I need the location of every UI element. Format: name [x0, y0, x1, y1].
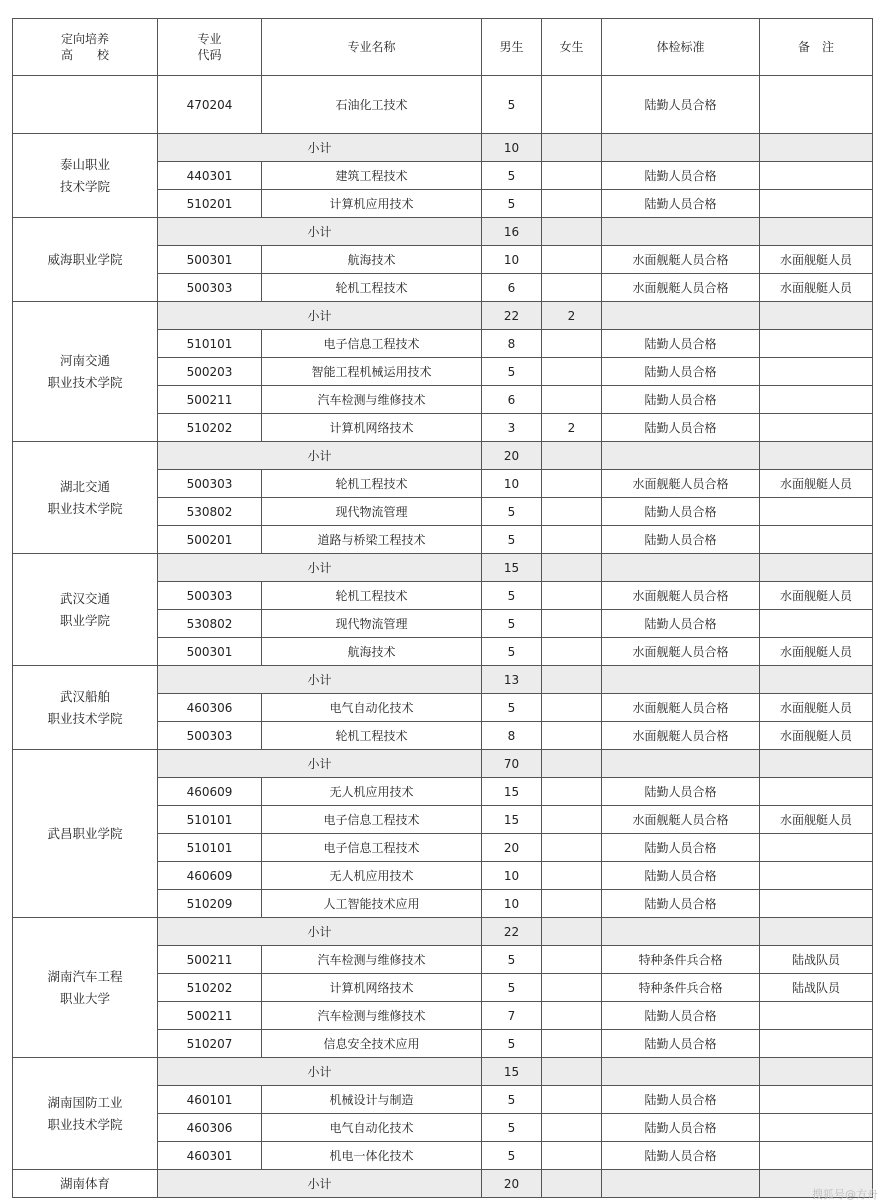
- male-count: 5: [482, 1030, 542, 1058]
- major-code: 510202: [158, 414, 262, 442]
- physical-standard: 陆勤人员合格: [602, 862, 760, 890]
- recruitment-table: [12, 18, 873, 1198]
- male-count: 5: [482, 946, 542, 974]
- physical-standard: 陆勤人员合格: [602, 890, 760, 918]
- subtotal-physical: [602, 1058, 760, 1086]
- male-count: 20: [482, 834, 542, 862]
- physical-standard: 陆勤人员合格: [602, 526, 760, 554]
- note: [760, 76, 873, 134]
- major-code: 460609: [158, 862, 262, 890]
- subtotal-label: 小计: [158, 1058, 482, 1086]
- female-count: [542, 778, 602, 806]
- physical-standard: 特种条件兵合格: [602, 946, 760, 974]
- header-female: 女生: [542, 19, 602, 76]
- subtotal-note: [760, 666, 873, 694]
- subtotal-female: [542, 554, 602, 582]
- note: [760, 778, 873, 806]
- male-count: 5: [482, 582, 542, 610]
- table-row: [13, 76, 873, 134]
- major-name: 电子信息工程技术: [262, 806, 482, 834]
- male-count: 10: [482, 470, 542, 498]
- female-count: [542, 638, 602, 666]
- subtotal-note: [760, 302, 873, 330]
- female-count: [542, 694, 602, 722]
- subtotal-note: [760, 918, 873, 946]
- subtotal-female: [542, 134, 602, 162]
- note: 水面舰艇人员: [760, 722, 873, 750]
- note: 水面舰艇人员: [760, 274, 873, 302]
- female-count: [542, 1114, 602, 1142]
- major-name: 轮机工程技术: [262, 582, 482, 610]
- subtotal-label: 小计: [158, 750, 482, 778]
- header-major: 专业名称: [262, 19, 482, 76]
- subtotal-label: 小计: [158, 666, 482, 694]
- major-code: 460101: [158, 1086, 262, 1114]
- major-name: 电子信息工程技术: [262, 834, 482, 862]
- subtotal-label: 小计: [158, 554, 482, 582]
- major-name: 建筑工程技术: [262, 162, 482, 190]
- female-count: [542, 162, 602, 190]
- subtotal-physical: [602, 218, 760, 246]
- major-code: 460609: [158, 778, 262, 806]
- school-cell: 武昌职业学院: [13, 750, 158, 918]
- physical-standard: 陆勤人员合格: [602, 190, 760, 218]
- major-code: 440301: [158, 162, 262, 190]
- school-cell: 湖南体育: [13, 1170, 158, 1198]
- major-name: 电气自动化技术: [262, 1114, 482, 1142]
- subtotal-male: 15: [482, 554, 542, 582]
- major-code: 510209: [158, 890, 262, 918]
- major-code: 500203: [158, 358, 262, 386]
- physical-standard: 陆勤人员合格: [602, 386, 760, 414]
- physical-standard: 陆勤人员合格: [602, 162, 760, 190]
- subtotal-physical: [602, 554, 760, 582]
- male-count: 5: [482, 610, 542, 638]
- subtotal-physical: [602, 750, 760, 778]
- subtotal-note: [760, 554, 873, 582]
- major-name: 石油化工技术: [262, 76, 482, 134]
- male-count: 6: [482, 274, 542, 302]
- physical-standard: 陆勤人员合格: [602, 76, 760, 134]
- female-count: [542, 358, 602, 386]
- major-name: 航海技术: [262, 638, 482, 666]
- subtotal-label: 小计: [158, 1170, 482, 1198]
- major-name: 现代物流管理: [262, 610, 482, 638]
- subtotal-female: [542, 918, 602, 946]
- physical-standard: 水面舰艇人员合格: [602, 722, 760, 750]
- major-name: 道路与桥梁工程技术: [262, 526, 482, 554]
- subtotal-female: 2: [542, 302, 602, 330]
- note: 陆战队员: [760, 946, 873, 974]
- school-cell: 湖南国防工业 职业技术学院: [13, 1058, 158, 1170]
- major-name: 汽车检测与维修技术: [262, 1002, 482, 1030]
- watermark: 搜狐号@方舟: [812, 1188, 878, 1201]
- major-code: 500301: [158, 246, 262, 274]
- note: 水面舰艇人员: [760, 246, 873, 274]
- school-cell: 武汉交通 职业学院: [13, 554, 158, 666]
- subtotal-female: [542, 442, 602, 470]
- physical-standard: 陆勤人员合格: [602, 498, 760, 526]
- male-count: 15: [482, 778, 542, 806]
- subtotal-male: 22: [482, 918, 542, 946]
- note: [760, 386, 873, 414]
- physical-standard: 陆勤人员合格: [602, 610, 760, 638]
- major-name: 轮机工程技术: [262, 722, 482, 750]
- note: [760, 1086, 873, 1114]
- physical-standard: 特种条件兵合格: [602, 974, 760, 1002]
- school-cell: 湖南汽车工程 职业大学: [13, 918, 158, 1058]
- female-count: [542, 190, 602, 218]
- subtotal-label: 小计: [158, 134, 482, 162]
- major-name: 轮机工程技术: [262, 470, 482, 498]
- female-count: [542, 834, 602, 862]
- major-code: 470204: [158, 76, 262, 134]
- major-name: 机电一体化技术: [262, 1142, 482, 1170]
- subtotal-male: 20: [482, 1170, 542, 1198]
- note: [760, 834, 873, 862]
- subtotal-physical: [602, 302, 760, 330]
- subtotal-physical: [602, 442, 760, 470]
- female-count: [542, 76, 602, 134]
- female-count: [542, 582, 602, 610]
- female-count: [542, 610, 602, 638]
- note: [760, 330, 873, 358]
- table-header: [13, 19, 873, 76]
- female-count: [542, 470, 602, 498]
- table-body: [13, 76, 873, 1198]
- major-name: 机械设计与制造: [262, 1086, 482, 1114]
- female-count: [542, 806, 602, 834]
- female-count: [542, 330, 602, 358]
- female-count: [542, 274, 602, 302]
- subtotal-male: 22: [482, 302, 542, 330]
- subtotal-row: [13, 218, 873, 246]
- major-name: 现代物流管理: [262, 498, 482, 526]
- major-code: 530802: [158, 610, 262, 638]
- major-code: 510101: [158, 806, 262, 834]
- subtotal-label: 小计: [158, 302, 482, 330]
- major-name: 人工智能技术应用: [262, 890, 482, 918]
- header-code: 专业 代码: [158, 19, 262, 76]
- female-count: [542, 498, 602, 526]
- subtotal-label: 小计: [158, 918, 482, 946]
- major-name: 电子信息工程技术: [262, 330, 482, 358]
- physical-standard: 陆勤人员合格: [602, 834, 760, 862]
- physical-standard: 陆勤人员合格: [602, 778, 760, 806]
- female-count: [542, 890, 602, 918]
- major-code: 460301: [158, 1142, 262, 1170]
- major-name: 汽车检测与维修技术: [262, 946, 482, 974]
- note: [760, 162, 873, 190]
- physical-standard: 水面舰艇人员合格: [602, 470, 760, 498]
- physical-standard: 陆勤人员合格: [602, 414, 760, 442]
- male-count: 6: [482, 386, 542, 414]
- major-code: 510101: [158, 834, 262, 862]
- male-count: 5: [482, 638, 542, 666]
- male-count: 5: [482, 358, 542, 386]
- physical-standard: 陆勤人员合格: [602, 1002, 760, 1030]
- major-code: 510202: [158, 974, 262, 1002]
- subtotal-note: [760, 750, 873, 778]
- subtotal-row: [13, 918, 873, 946]
- header-note: 备 注: [760, 19, 873, 76]
- subtotal-physical: [602, 666, 760, 694]
- male-count: 8: [482, 330, 542, 358]
- male-count: 5: [482, 1114, 542, 1142]
- subtotal-note: [760, 1058, 873, 1086]
- physical-standard: 水面舰艇人员合格: [602, 638, 760, 666]
- subtotal-row: [13, 134, 873, 162]
- physical-standard: 陆勤人员合格: [602, 1030, 760, 1058]
- male-count: 5: [482, 526, 542, 554]
- subtotal-row: [13, 750, 873, 778]
- subtotal-male: 20: [482, 442, 542, 470]
- female-count: [542, 974, 602, 1002]
- male-count: 5: [482, 190, 542, 218]
- subtotal-label: 小计: [158, 218, 482, 246]
- female-count: [542, 1002, 602, 1030]
- major-name: 航海技术: [262, 246, 482, 274]
- note: [760, 610, 873, 638]
- note: 水面舰艇人员: [760, 470, 873, 498]
- note: [760, 526, 873, 554]
- school-cell: [13, 76, 158, 134]
- subtotal-male: 13: [482, 666, 542, 694]
- note: [760, 498, 873, 526]
- physical-standard: 陆勤人员合格: [602, 330, 760, 358]
- note: [760, 862, 873, 890]
- major-code: 500301: [158, 638, 262, 666]
- note: 水面舰艇人员: [760, 582, 873, 610]
- school-cell: 湖北交通 职业技术学院: [13, 442, 158, 554]
- note: 陆战队员: [760, 974, 873, 1002]
- major-code: 500211: [158, 1002, 262, 1030]
- subtotal-row: [13, 666, 873, 694]
- note: [760, 1142, 873, 1170]
- major-code: 460306: [158, 694, 262, 722]
- subtotal-male: 15: [482, 1058, 542, 1086]
- male-count: 15: [482, 806, 542, 834]
- male-count: 10: [482, 862, 542, 890]
- note: [760, 1114, 873, 1142]
- female-count: [542, 1142, 602, 1170]
- major-code: 530802: [158, 498, 262, 526]
- subtotal-male: 70: [482, 750, 542, 778]
- header-school: 定向培养 高 校: [13, 19, 158, 76]
- major-code: 500211: [158, 386, 262, 414]
- major-code: 500303: [158, 582, 262, 610]
- subtotal-female: [542, 1058, 602, 1086]
- subtotal-female: [542, 666, 602, 694]
- physical-standard: 水面舰艇人员合格: [602, 582, 760, 610]
- subtotal-row: [13, 442, 873, 470]
- male-count: 5: [482, 162, 542, 190]
- subtotal-female: [542, 750, 602, 778]
- school-cell: 威海职业学院: [13, 218, 158, 302]
- subtotal-note: [760, 442, 873, 470]
- note: [760, 1002, 873, 1030]
- subtotal-note: [760, 218, 873, 246]
- female-count: [542, 862, 602, 890]
- school-cell: 武汉船舶 职业技术学院: [13, 666, 158, 750]
- school-cell: 泰山职业 技术学院: [13, 134, 158, 218]
- female-count: [542, 246, 602, 274]
- subtotal-physical: [602, 918, 760, 946]
- male-count: 7: [482, 1002, 542, 1030]
- major-name: 计算机应用技术: [262, 190, 482, 218]
- note: [760, 1030, 873, 1058]
- physical-standard: 水面舰艇人员合格: [602, 246, 760, 274]
- note: 水面舰艇人员: [760, 638, 873, 666]
- note: [760, 190, 873, 218]
- major-name: 计算机网络技术: [262, 974, 482, 1002]
- subtotal-physical: [602, 134, 760, 162]
- note: [760, 414, 873, 442]
- major-name: 汽车检测与维修技术: [262, 386, 482, 414]
- female-count: [542, 946, 602, 974]
- subtotal-row: [13, 302, 873, 330]
- physical-standard: 陆勤人员合格: [602, 1142, 760, 1170]
- female-count: 2: [542, 414, 602, 442]
- physical-standard: 陆勤人员合格: [602, 358, 760, 386]
- note: [760, 890, 873, 918]
- header-male: 男生: [482, 19, 542, 76]
- major-name: 轮机工程技术: [262, 274, 482, 302]
- physical-standard: 水面舰艇人员合格: [602, 806, 760, 834]
- female-count: [542, 386, 602, 414]
- school-cell: 河南交通 职业技术学院: [13, 302, 158, 442]
- male-count: 5: [482, 694, 542, 722]
- subtotal-female: [542, 218, 602, 246]
- male-count: 5: [482, 498, 542, 526]
- subtotal-male: 16: [482, 218, 542, 246]
- male-count: 3: [482, 414, 542, 442]
- major-code: 500303: [158, 470, 262, 498]
- major-code: 510201: [158, 190, 262, 218]
- subtotal-physical: [602, 1170, 760, 1198]
- male-count: 5: [482, 974, 542, 1002]
- note: 水面舰艇人员: [760, 694, 873, 722]
- major-code: 500303: [158, 722, 262, 750]
- physical-standard: 陆勤人员合格: [602, 1086, 760, 1114]
- subtotal-row: [13, 554, 873, 582]
- female-count: [542, 526, 602, 554]
- physical-standard: 水面舰艇人员合格: [602, 694, 760, 722]
- major-name: 电气自动化技术: [262, 694, 482, 722]
- note: [760, 358, 873, 386]
- physical-standard: 陆勤人员合格: [602, 1114, 760, 1142]
- physical-standard: 水面舰艇人员合格: [602, 274, 760, 302]
- major-name: 无人机应用技术: [262, 862, 482, 890]
- female-count: [542, 722, 602, 750]
- male-count: 5: [482, 76, 542, 134]
- major-name: 无人机应用技术: [262, 778, 482, 806]
- major-code: 500303: [158, 274, 262, 302]
- major-code: 510101: [158, 330, 262, 358]
- subtotal-female: [542, 1170, 602, 1198]
- subtotal-label: 小计: [158, 442, 482, 470]
- male-count: 10: [482, 890, 542, 918]
- male-count: 5: [482, 1086, 542, 1114]
- major-name: 计算机网络技术: [262, 414, 482, 442]
- major-code: 460306: [158, 1114, 262, 1142]
- female-count: [542, 1086, 602, 1114]
- major-code: 500211: [158, 946, 262, 974]
- subtotal-male: 10: [482, 134, 542, 162]
- major-code: 500201: [158, 526, 262, 554]
- male-count: 8: [482, 722, 542, 750]
- subtotal-note: [760, 134, 873, 162]
- note: 水面舰艇人员: [760, 806, 873, 834]
- header-physical: 体检标准: [602, 19, 760, 76]
- male-count: 10: [482, 246, 542, 274]
- major-code: 510207: [158, 1030, 262, 1058]
- female-count: [542, 1030, 602, 1058]
- subtotal-row: [13, 1170, 873, 1198]
- major-name: 智能工程机械运用技术: [262, 358, 482, 386]
- male-count: 5: [482, 1142, 542, 1170]
- subtotal-row: [13, 1058, 873, 1086]
- major-name: 信息安全技术应用: [262, 1030, 482, 1058]
